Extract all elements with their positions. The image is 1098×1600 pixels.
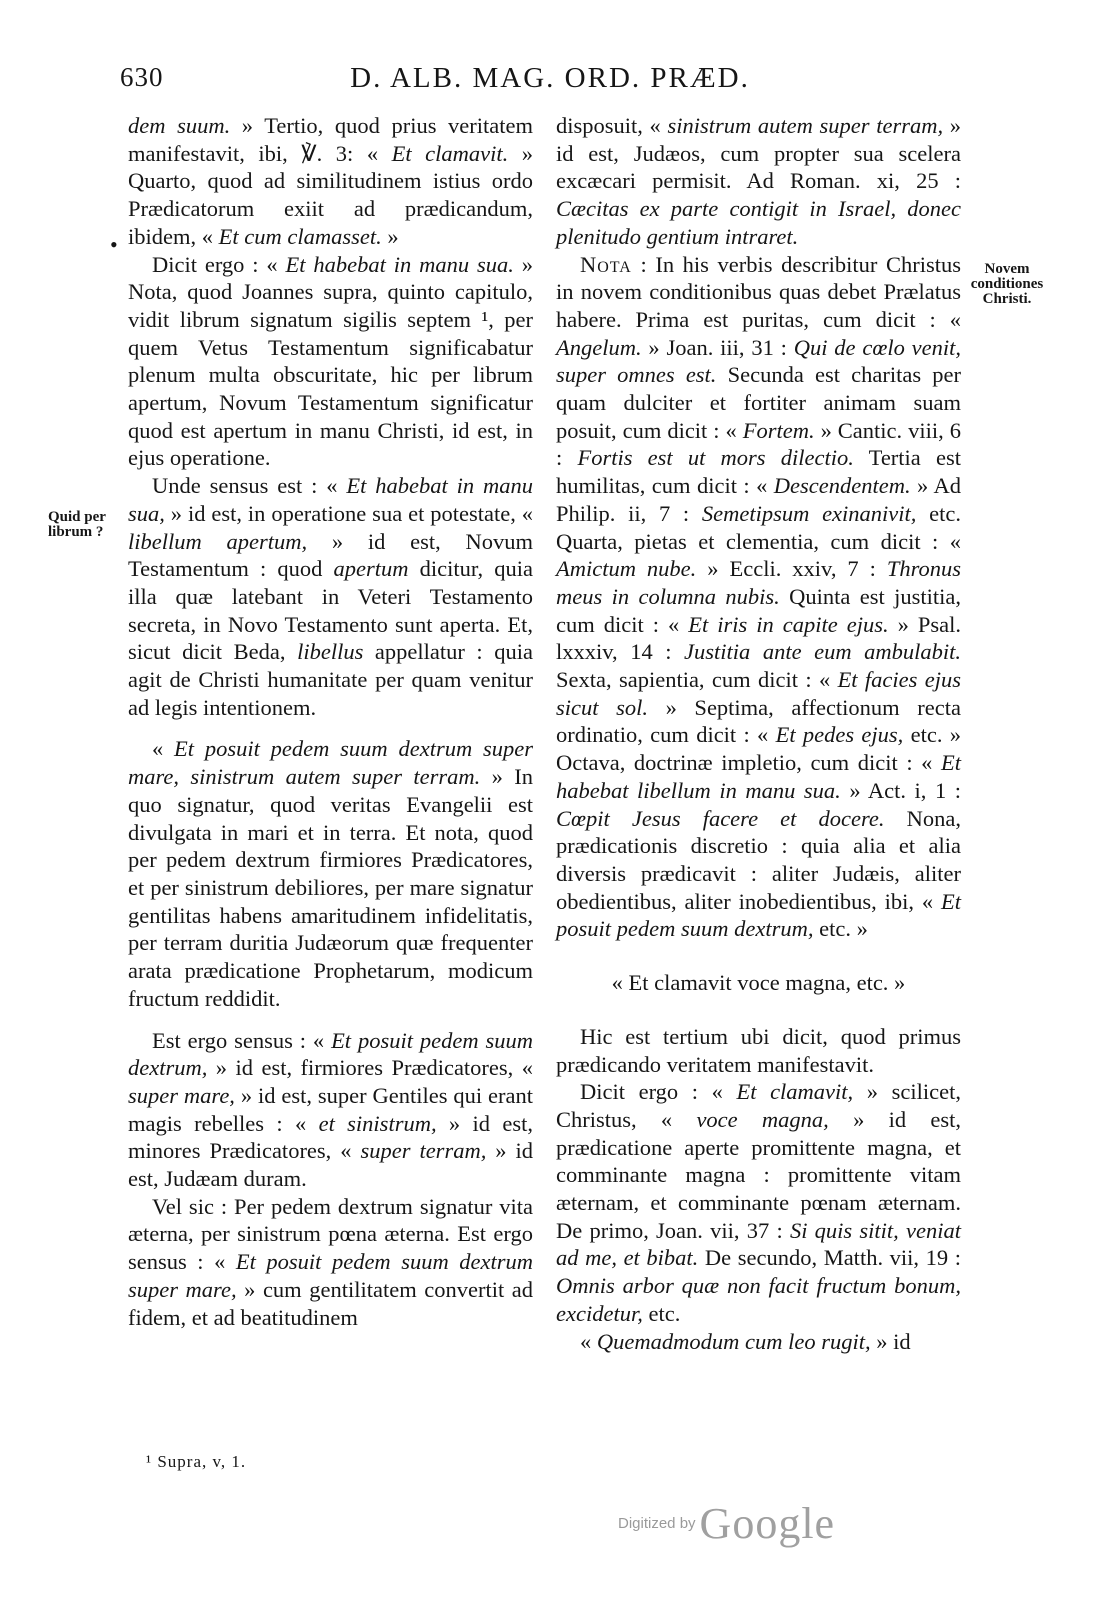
margin-note-right: Novem conditiones Christi. [970, 261, 1044, 307]
footnote: ¹ Supra, v, 1. [146, 1452, 247, 1471]
paragraph: disposuit, « sinistrum autem super terram, » id est, Judæos, cum propter sua scelera excæcari permisit. Ad Roman. xi, 25 : Cæcitas ex parte contigit in Israel, donec plenitudo gentium intraret. [556, 113, 961, 249]
google-logo: Google [699, 1499, 836, 1548]
paragraph: Dicit ergo : « Et habebat in manu sua. » Nota, quod Joannes supra, quinto capitulo, vidit librum signatum sigilis septem ¹, per quem Vetus Testamentum significabatur plenum multa obscuritate, hic per librum apertum, Novum Testamentum significatur quod est apertum in manu Christi, id est, in ejus operatione. [128, 251, 533, 471]
right-column [556, 112, 961, 1355]
paragraph: Est ergo sensus : « Et posuit pedem suum dextrum, » id est, firmiores Prædicatores, « super mare, » id est, super Gentiles qui erant magis rebelles : « et sinistrum, » id est, minores Prædicatores, « super terram, » id est, Judæam duram. [128, 1027, 534, 1192]
section-heading: « Et clamavit voce magna, etc. » [611, 970, 906, 996]
google-watermark [618, 1498, 835, 1549]
paragraph: dem suum. » Tertio, quod prius veritatem manifestavit, ibi, ℣. 3: « Et clamavit. » Quarto, quod ad similitudinem istius ordo Prædicatorum exiit ad prædicandum, ibidem, « Et cum clamasset. » [128, 113, 533, 249]
margin-dot: • [110, 232, 118, 257]
paragraph: « Et posuit pedem suum dextrum super mare, sinistrum autem super terram. » In quo signatur, quod veritas Evangelii est divulgata in mari et in terra. Et nota, quod per pedem dextrum firmiores Prædicatores, et per sinistrum debiliores, per mare signatur gentilitas habens amaritudinem infidelitatis, per terram duritia Judæorum quæ frequenter arata prædicatione Prophetarum, modicum fructum reddidit. [128, 736, 533, 1011]
margin-note-left: Quid per librum ? [48, 509, 106, 540]
paragraph: Vel sic : Per pedem dextrum signatur vita æterna, per sinistrum pœna æterna. Est ergo sensus : « Et posuit pedem suum dextrum super mare, » cum gentilitatem convertit ad fidem, et ad beatitudinem [128, 1193, 534, 1330]
paragraph: Hic est tertium ubi dicit, quod primus prædicando veritatem manifestavit. [556, 1023, 961, 1077]
page-number: 630 [120, 62, 164, 92]
paragraph: Nota : In his verbis describitur Christus in novem conditionibus quas debet Prælatus habere. Prima est puritas, cum dicit : « Angelum. » Joan. iii, 31 : Qui de cœlo venit, super omnes est. Secunda est charitas per quam dulciter et fortiter animam suam posuit, cum dicit : « Fortem. » Cantic. viii, 6 : Fortis est ut mors dilectio. Tertia est humilitas, cum dicit : « Descendentem. » Ad Philip. ii, 7 : Semetipsum exinanivit, etc. Quarta, pietas et clementia, cum dicit : « Amictum nube. » Eccli. xxiv, 7 : Thronus meus in columna nubis. Quinta est justitia, cum dicit : « Et iris in capite ejus. » Psal. lxxxiv, 14 : Justitia ante eum ambulabit. Sexta, sapientia, cum dicit : « Et facies ejus sicut sol. » Septima, affectionum recta ordinatio, cum dicit : « Et pedes ejus, etc. » Octava, doctrinæ impletio, cum dicit : « Et habebat libellum in manu sua. » Act. i, 1 : Cœpit Jesus facere et docere. Nona, prædicationis discretio : quia alia et alia diversis prædicavit : aliter Judæis, aliter obedientibus, aliter inobedientibus, ibi, « Et posuit pedem suum dextrum, etc. » [556, 251, 962, 942]
watermark-prefix: Digitized by [618, 1515, 696, 1532]
paragraph: « Quemadmodum cum leo rugit, » id [580, 1328, 911, 1354]
running-title: D. ALB. MAG. ORD. PRÆD. [350, 62, 750, 94]
paragraph: Unde sensus est : « Et habebat in manu sua, » id est, in operatione sua et potestate, « libellum apertum, » id est, Novum Testamentum : quod apertum dicitur, quia illa quæ latebant in Veteri Testamento secreta, in Novo Testamento sunt aperta. Et, sicut dicit Beda, libellus appellatur : quia agit de Christi humanitate per quam venitur ad legis intentionem. [128, 473, 534, 720]
left-column [128, 112, 533, 1331]
paragraph: Dicit ergo : « Et clamavit, » scilicet, Christus, « voce magna, » id est, prædicatione aperte promittente magna, et comminante magna : promittente vitam æternam, et comminante pœnam æternam. De primo, Joan. vii, 37 : Si quis sitit, veniat ad me, et bibat. De secundo, Matth. vii, 19 : Omnis arbor quæ non facit fructum bonum, excidetur, etc. [556, 1079, 961, 1326]
page-header [120, 62, 980, 96]
